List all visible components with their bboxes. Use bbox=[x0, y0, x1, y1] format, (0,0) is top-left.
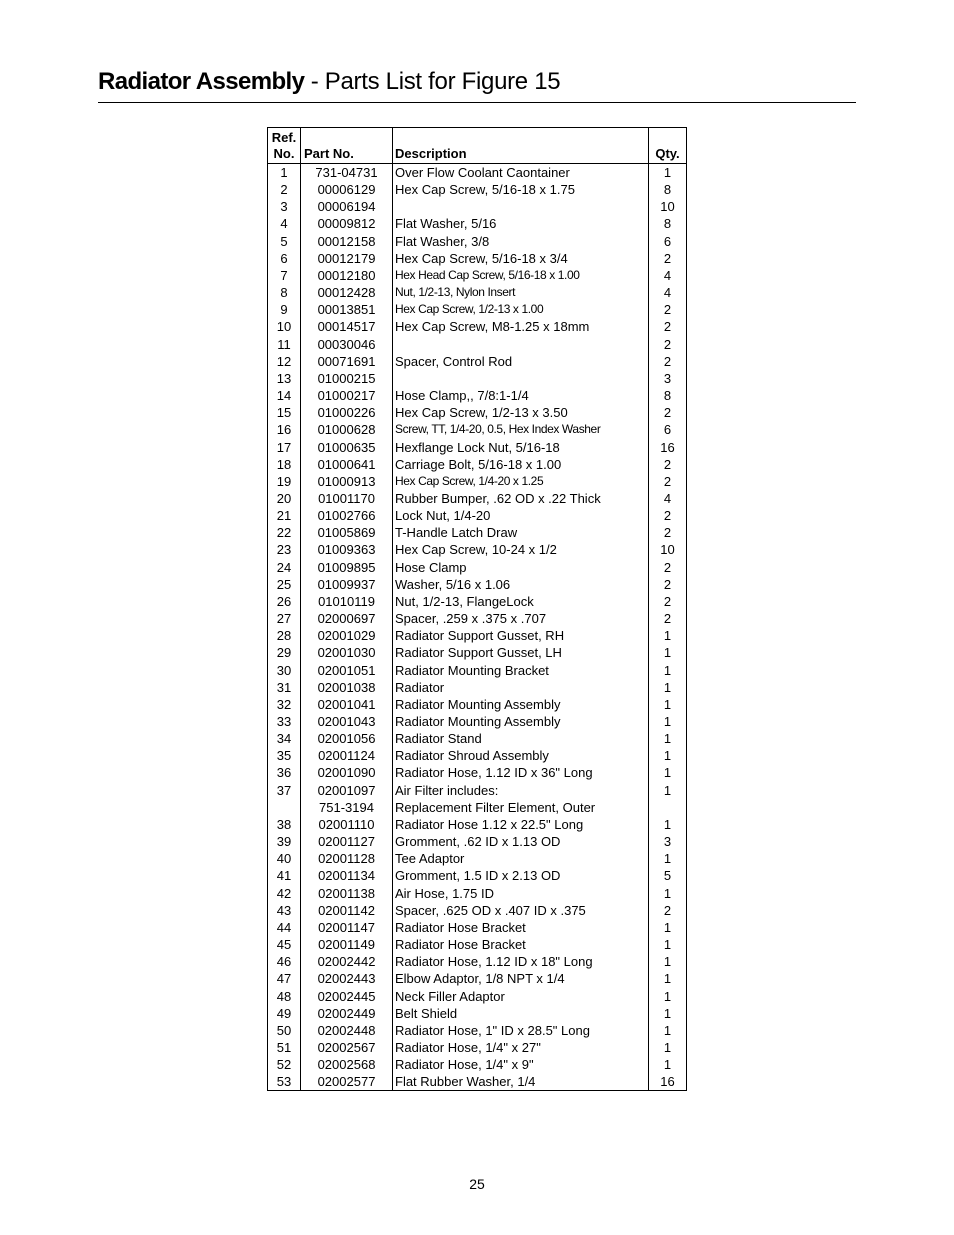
qty-cell: 1 bbox=[663, 1039, 672, 1055]
ref-cell: 28 bbox=[268, 627, 301, 644]
ref-cell: 40 bbox=[268, 850, 301, 867]
ref-cell: 39 bbox=[268, 833, 301, 850]
part-no-cell: 01009363 bbox=[301, 541, 393, 558]
table-row bbox=[268, 524, 686, 541]
table-row bbox=[268, 250, 686, 267]
qty-cell: 2 bbox=[663, 319, 672, 335]
ref-cell: 44 bbox=[268, 919, 301, 936]
table-body bbox=[268, 164, 686, 1090]
table-row bbox=[268, 507, 686, 524]
part-no-cell: 01000217 bbox=[301, 387, 393, 404]
qty-cell: 6 bbox=[663, 422, 672, 438]
table-row bbox=[268, 782, 686, 799]
qty-cell: 1 bbox=[663, 765, 672, 781]
table-row bbox=[268, 387, 686, 404]
header-part-no bbox=[301, 128, 393, 163]
qty-cell: 1 bbox=[663, 165, 672, 180]
page-title-rest: - Parts List for Figure 15 bbox=[304, 68, 561, 95]
qty-cell: 2 bbox=[663, 405, 672, 421]
description-cell bbox=[393, 370, 649, 387]
ref-cell: 11 bbox=[268, 336, 301, 353]
description-cell: Radiator Mounting Assembly bbox=[393, 713, 649, 730]
header-part-label: Part No. bbox=[304, 146, 354, 161]
ref-cell: 25 bbox=[268, 576, 301, 593]
ref-cell bbox=[268, 799, 301, 816]
table-row bbox=[268, 988, 686, 1005]
description-cell: Lock Nut, 1/4-20 bbox=[393, 507, 649, 524]
table-row bbox=[268, 284, 686, 301]
qty-cell: 4 bbox=[663, 285, 672, 301]
description-cell: Radiator Hose Bracket bbox=[393, 936, 649, 953]
description-cell: Radiator Hose Bracket bbox=[393, 919, 649, 936]
qty-cell: 1 bbox=[663, 937, 672, 953]
ref-cell: 53 bbox=[268, 1073, 301, 1090]
part-no-cell: 751-3194 bbox=[301, 799, 393, 816]
ref-cell: 16 bbox=[268, 421, 301, 438]
ref-cell: 51 bbox=[268, 1039, 301, 1056]
description-cell: Radiator bbox=[393, 679, 649, 696]
part-no-cell: 00071691 bbox=[301, 353, 393, 370]
header-desc-label: Description bbox=[395, 146, 467, 161]
qty-cell: 1 bbox=[663, 628, 672, 644]
table-row bbox=[268, 473, 686, 490]
qty-cell bbox=[649, 799, 686, 816]
table-row bbox=[268, 747, 686, 764]
part-no-cell: 00012428 bbox=[301, 284, 393, 301]
ref-cell: 15 bbox=[268, 404, 301, 421]
qty-cell: 1 bbox=[663, 696, 672, 712]
description-cell: Radiator Mounting Assembly bbox=[393, 696, 649, 713]
table-row bbox=[268, 559, 686, 576]
ref-cell: 13 bbox=[268, 370, 301, 387]
description-cell: Belt Shield bbox=[393, 1005, 649, 1022]
part-no-cell: 00012180 bbox=[301, 267, 393, 284]
part-no-cell: 01000226 bbox=[301, 404, 393, 421]
part-no-cell: 02001110 bbox=[301, 816, 393, 833]
table-row bbox=[268, 662, 686, 679]
description-cell: Radiator Shroud Assembly bbox=[393, 747, 649, 764]
part-no-cell: 02001128 bbox=[301, 850, 393, 867]
description-cell: Radiator Hose, 1.12 ID x 36" Long bbox=[393, 764, 649, 781]
description-cell: Tee Adaptor bbox=[393, 850, 649, 867]
qty-cell: 1 bbox=[663, 885, 672, 901]
part-no-cell: 02002443 bbox=[301, 970, 393, 987]
qty-cell: 2 bbox=[663, 456, 672, 472]
header-ref-no bbox=[268, 128, 301, 163]
table-row bbox=[268, 627, 686, 644]
description-cell: Hex Cap Screw, 5/16-18 x 3/4 bbox=[393, 250, 649, 267]
qty-cell: 2 bbox=[663, 473, 672, 489]
ref-cell: 47 bbox=[268, 970, 301, 987]
qty-cell: 3 bbox=[663, 834, 672, 850]
ref-cell: 31 bbox=[268, 679, 301, 696]
description-cell: Screw, TT, 1/4-20, 0.5, Hex Index Washer bbox=[393, 421, 649, 438]
part-no-cell: 02001138 bbox=[301, 885, 393, 902]
qty-cell: 1 bbox=[663, 851, 672, 867]
ref-cell: 37 bbox=[268, 782, 301, 799]
table-row bbox=[268, 799, 686, 816]
ref-cell: 8 bbox=[268, 284, 301, 301]
table-row bbox=[268, 936, 686, 953]
qty-cell: 1 bbox=[663, 954, 672, 970]
table-row bbox=[268, 421, 686, 438]
part-no-cell: 01002766 bbox=[301, 507, 393, 524]
part-no-cell: 00009812 bbox=[301, 215, 393, 232]
description-cell: Gromment, 1.5 ID x 2.13 OD bbox=[393, 867, 649, 884]
description-cell: Gromment, .62 ID x 1.13 OD bbox=[393, 833, 649, 850]
description-cell: Hex Cap Screw, 1/2-13 x 1.00 bbox=[393, 301, 649, 318]
qty-cell: 1 bbox=[663, 782, 672, 798]
ref-cell: 32 bbox=[268, 696, 301, 713]
part-no-cell: 02002442 bbox=[301, 953, 393, 970]
part-no-cell: 02002448 bbox=[301, 1022, 393, 1039]
ref-cell: 48 bbox=[268, 988, 301, 1005]
table-row bbox=[268, 713, 686, 730]
qty-cell: 1 bbox=[663, 731, 672, 747]
table-row bbox=[268, 541, 686, 558]
qty-cell: 1 bbox=[663, 662, 672, 678]
qty-cell: 1 bbox=[663, 971, 672, 987]
qty-cell: 1 bbox=[663, 988, 672, 1004]
description-cell: Radiator Hose, 1/4" x 9" bbox=[393, 1056, 649, 1073]
table-row bbox=[268, 919, 686, 936]
ref-cell: 26 bbox=[268, 593, 301, 610]
part-no-cell: 02002568 bbox=[301, 1056, 393, 1073]
qty-cell: 2 bbox=[663, 902, 672, 918]
table-row bbox=[268, 816, 686, 833]
ref-cell: 33 bbox=[268, 713, 301, 730]
qty-cell: 2 bbox=[663, 508, 672, 524]
description-cell: Flat Washer, 5/16 bbox=[393, 215, 649, 232]
part-no-cell: 02001142 bbox=[301, 902, 393, 919]
table-row bbox=[268, 267, 686, 284]
part-no-cell: 02001056 bbox=[301, 730, 393, 747]
page-number: 25 bbox=[469, 1176, 485, 1192]
table-row bbox=[268, 885, 686, 902]
ref-cell: 27 bbox=[268, 610, 301, 627]
ref-cell: 17 bbox=[268, 439, 301, 456]
description-cell: Radiator Hose, 1" ID x 28.5" Long bbox=[393, 1022, 649, 1039]
part-no-cell: 02001029 bbox=[301, 627, 393, 644]
qty-cell: 1 bbox=[663, 1022, 672, 1038]
description-cell: Hose Clamp,, 7/8:1-1/4 bbox=[393, 387, 649, 404]
ref-cell: 24 bbox=[268, 559, 301, 576]
part-no-cell: 01000628 bbox=[301, 421, 393, 438]
ref-cell: 22 bbox=[268, 524, 301, 541]
ref-cell: 49 bbox=[268, 1005, 301, 1022]
part-no-cell: 01000635 bbox=[301, 439, 393, 456]
part-no-cell: 02001147 bbox=[301, 919, 393, 936]
part-no-cell: 01009937 bbox=[301, 576, 393, 593]
part-no-cell: 00006129 bbox=[301, 181, 393, 198]
table-row bbox=[268, 902, 686, 919]
ref-cell: 52 bbox=[268, 1056, 301, 1073]
table-row bbox=[268, 181, 686, 198]
description-cell: Spacer, .259 x .375 x .707 bbox=[393, 610, 649, 627]
part-no-cell: 02000697 bbox=[301, 610, 393, 627]
ref-cell: 21 bbox=[268, 507, 301, 524]
table-row bbox=[268, 164, 686, 181]
table-row bbox=[268, 1056, 686, 1073]
description-cell: Washer, 5/16 x 1.06 bbox=[393, 576, 649, 593]
table-row bbox=[268, 610, 686, 627]
table-row bbox=[268, 353, 686, 370]
part-no-cell: 02001041 bbox=[301, 696, 393, 713]
description-cell: Hex Cap Screw, M8-1.25 x 18mm bbox=[393, 318, 649, 335]
part-no-cell: 02001134 bbox=[301, 867, 393, 884]
description-cell: Flat Rubber Washer, 1/4 bbox=[393, 1073, 649, 1090]
ref-cell: 4 bbox=[268, 215, 301, 232]
part-no-cell: 01005869 bbox=[301, 524, 393, 541]
qty-cell: 16 bbox=[660, 1074, 675, 1090]
description-cell: Air Filter includes: bbox=[393, 782, 649, 799]
qty-cell: 8 bbox=[663, 388, 672, 404]
part-no-cell: 00030046 bbox=[301, 336, 393, 353]
part-no-cell: 01000913 bbox=[301, 473, 393, 490]
description-cell bbox=[393, 336, 649, 353]
table-row bbox=[268, 970, 686, 987]
ref-cell: 35 bbox=[268, 747, 301, 764]
qty-cell: 8 bbox=[663, 216, 672, 232]
ref-cell: 14 bbox=[268, 387, 301, 404]
ref-cell: 19 bbox=[268, 473, 301, 490]
description-cell: Rubber Bumper, .62 OD x .22 Thick bbox=[393, 490, 649, 507]
part-no-cell: 00013851 bbox=[301, 301, 393, 318]
table-row bbox=[268, 833, 686, 850]
part-no-cell: 02001127 bbox=[301, 833, 393, 850]
qty-cell: 1 bbox=[663, 919, 672, 935]
part-no-cell: 00006194 bbox=[301, 198, 393, 215]
qty-cell: 1 bbox=[663, 1005, 672, 1021]
ref-cell: 34 bbox=[268, 730, 301, 747]
description-cell: Replacement Filter Element, Outer bbox=[393, 799, 649, 816]
description-cell: Hose Clamp bbox=[393, 559, 649, 576]
table-row bbox=[268, 439, 686, 456]
header-qty bbox=[649, 128, 686, 163]
table-row bbox=[268, 336, 686, 353]
table-row bbox=[268, 233, 686, 250]
ref-cell: 30 bbox=[268, 662, 301, 679]
ref-cell: 41 bbox=[268, 867, 301, 884]
table-row bbox=[268, 1022, 686, 1039]
description-cell: Over Flow Coolant Caontainer bbox=[393, 164, 649, 181]
table-row bbox=[268, 644, 686, 661]
part-no-cell: 02001043 bbox=[301, 713, 393, 730]
qty-cell: 2 bbox=[663, 336, 672, 352]
part-no-cell: 01000641 bbox=[301, 456, 393, 473]
ref-cell: 7 bbox=[268, 267, 301, 284]
part-no-cell: 02001038 bbox=[301, 679, 393, 696]
header-qty-label: Qty. bbox=[655, 146, 680, 161]
part-no-cell: 01010119 bbox=[301, 593, 393, 610]
ref-cell: 29 bbox=[268, 644, 301, 661]
table-row bbox=[268, 198, 686, 215]
part-no-cell: 02001124 bbox=[301, 747, 393, 764]
part-no-cell: 00012179 bbox=[301, 250, 393, 267]
description-cell: Carriage Bolt, 5/16-18 x 1.00 bbox=[393, 456, 649, 473]
description-cell: Radiator Hose, 1/4" x 27" bbox=[393, 1039, 649, 1056]
ref-cell: 20 bbox=[268, 490, 301, 507]
description-cell: Radiator Hose 1.12 x 22.5" Long bbox=[393, 816, 649, 833]
qty-cell: 5 bbox=[663, 868, 672, 884]
part-no-cell: 01009895 bbox=[301, 559, 393, 576]
ref-cell: 3 bbox=[268, 198, 301, 215]
header-description bbox=[393, 128, 649, 163]
table-row bbox=[268, 576, 686, 593]
page-title bbox=[98, 68, 560, 96]
table-row bbox=[268, 953, 686, 970]
ref-cell: 10 bbox=[268, 318, 301, 335]
description-cell: Elbow Adaptor, 1/8 NPT x 1/4 bbox=[393, 970, 649, 987]
qty-cell: 1 bbox=[663, 645, 672, 661]
description-cell: Hex Head Cap Screw, 5/16-18 x 1.00 bbox=[393, 267, 649, 284]
header-ref-line1: Ref. bbox=[271, 130, 297, 145]
ref-cell: 18 bbox=[268, 456, 301, 473]
description-cell: Radiator Mounting Bracket bbox=[393, 662, 649, 679]
table-row bbox=[268, 764, 686, 781]
qty-cell: 4 bbox=[663, 267, 672, 283]
description-cell: Hexflange Lock Nut, 5/16-18 bbox=[393, 439, 649, 456]
part-no-cell: 02002567 bbox=[301, 1039, 393, 1056]
description-cell: Radiator Stand bbox=[393, 730, 649, 747]
qty-cell: 2 bbox=[663, 576, 672, 592]
part-no-cell: 02001149 bbox=[301, 936, 393, 953]
qty-cell: 2 bbox=[663, 302, 672, 318]
part-no-cell: 02001051 bbox=[301, 662, 393, 679]
description-cell: Air Hose, 1.75 ID bbox=[393, 885, 649, 902]
ref-cell: 43 bbox=[268, 902, 301, 919]
qty-cell: 2 bbox=[663, 353, 672, 369]
table-row bbox=[268, 696, 686, 713]
description-cell: Spacer, .625 OD x .407 ID x .375 bbox=[393, 902, 649, 919]
description-cell: Radiator Support Gusset, LH bbox=[393, 644, 649, 661]
table-row bbox=[268, 1073, 686, 1090]
table-row bbox=[268, 730, 686, 747]
ref-cell: 12 bbox=[268, 353, 301, 370]
qty-cell: 1 bbox=[663, 748, 672, 764]
qty-cell: 2 bbox=[663, 611, 672, 627]
qty-cell: 8 bbox=[663, 182, 672, 198]
ref-cell: 2 bbox=[268, 181, 301, 198]
description-cell: Nut, 1/2-13, FlangeLock bbox=[393, 593, 649, 610]
description-cell: Nut, 1/2-13, Nylon Insert bbox=[393, 284, 649, 301]
qty-cell: 16 bbox=[660, 439, 675, 455]
qty-cell: 2 bbox=[663, 559, 672, 575]
qty-cell: 10 bbox=[660, 199, 675, 215]
description-cell: Hex Cap Screw, 1/2-13 x 3.50 bbox=[393, 404, 649, 421]
table-row bbox=[268, 593, 686, 610]
header-ref-line2: No. bbox=[273, 146, 295, 161]
table-row bbox=[268, 404, 686, 421]
description-cell: Hex Cap Screw, 1/4-20 x 1.25 bbox=[393, 473, 649, 490]
part-no-cell: 731-04731 bbox=[301, 164, 393, 181]
ref-cell: 50 bbox=[268, 1022, 301, 1039]
table-row bbox=[268, 1039, 686, 1056]
ref-cell: 45 bbox=[268, 936, 301, 953]
qty-cell: 1 bbox=[663, 679, 672, 695]
part-no-cell: 02001097 bbox=[301, 782, 393, 799]
description-cell: Radiator Support Gusset, RH bbox=[393, 627, 649, 644]
ref-cell: 23 bbox=[268, 541, 301, 558]
part-no-cell: 01000215 bbox=[301, 370, 393, 387]
qty-cell: 2 bbox=[663, 593, 672, 609]
qty-cell: 1 bbox=[663, 1057, 672, 1073]
ref-cell: 1 bbox=[268, 164, 301, 181]
table-row bbox=[268, 679, 686, 696]
qty-cell: 6 bbox=[663, 233, 672, 249]
qty-cell: 10 bbox=[660, 542, 675, 558]
page-title-bold: Radiator Assembly bbox=[98, 68, 305, 95]
description-cell: T-Handle Latch Draw bbox=[393, 524, 649, 541]
qty-cell: 4 bbox=[663, 490, 672, 506]
ref-cell: 36 bbox=[268, 764, 301, 781]
ref-cell: 38 bbox=[268, 816, 301, 833]
ref-cell: 6 bbox=[268, 250, 301, 267]
part-no-cell: 02002449 bbox=[301, 1005, 393, 1022]
description-cell: Hex Cap Screw, 10-24 x 1/2 bbox=[393, 541, 649, 558]
ref-cell: 46 bbox=[268, 953, 301, 970]
qty-cell: 2 bbox=[663, 525, 672, 541]
table-row bbox=[268, 867, 686, 884]
title-rule bbox=[98, 102, 856, 103]
description-cell: Hex Cap Screw, 5/16-18 x 1.75 bbox=[393, 181, 649, 198]
part-no-cell: 02001090 bbox=[301, 764, 393, 781]
table-row bbox=[268, 1005, 686, 1022]
part-no-cell: 00012158 bbox=[301, 233, 393, 250]
description-cell: Flat Washer, 3/8 bbox=[393, 233, 649, 250]
table-row bbox=[268, 301, 686, 318]
parts-table bbox=[267, 127, 687, 1091]
qty-cell: 2 bbox=[663, 250, 672, 266]
table-row bbox=[268, 370, 686, 387]
table-row bbox=[268, 456, 686, 473]
table-row bbox=[268, 318, 686, 335]
qty-cell: 3 bbox=[663, 370, 672, 386]
table-header bbox=[268, 128, 686, 164]
part-no-cell: 00014517 bbox=[301, 318, 393, 335]
table-row bbox=[268, 850, 686, 867]
part-no-cell: 01001170 bbox=[301, 490, 393, 507]
part-no-cell: 02002445 bbox=[301, 988, 393, 1005]
description-cell: Spacer, Control Rod bbox=[393, 353, 649, 370]
table-row bbox=[268, 215, 686, 232]
table-row bbox=[268, 490, 686, 507]
qty-cell: 1 bbox=[663, 714, 672, 729]
ref-cell: 9 bbox=[268, 301, 301, 318]
description-cell bbox=[393, 198, 649, 215]
part-no-cell: 02001030 bbox=[301, 644, 393, 661]
description-cell: Neck Filler Adaptor bbox=[393, 988, 649, 1005]
description-cell: Radiator Hose, 1.12 ID x 18" Long bbox=[393, 953, 649, 970]
ref-cell: 5 bbox=[268, 233, 301, 250]
part-no-cell: 02002577 bbox=[301, 1073, 393, 1090]
qty-cell: 1 bbox=[663, 816, 672, 832]
ref-cell: 42 bbox=[268, 885, 301, 902]
